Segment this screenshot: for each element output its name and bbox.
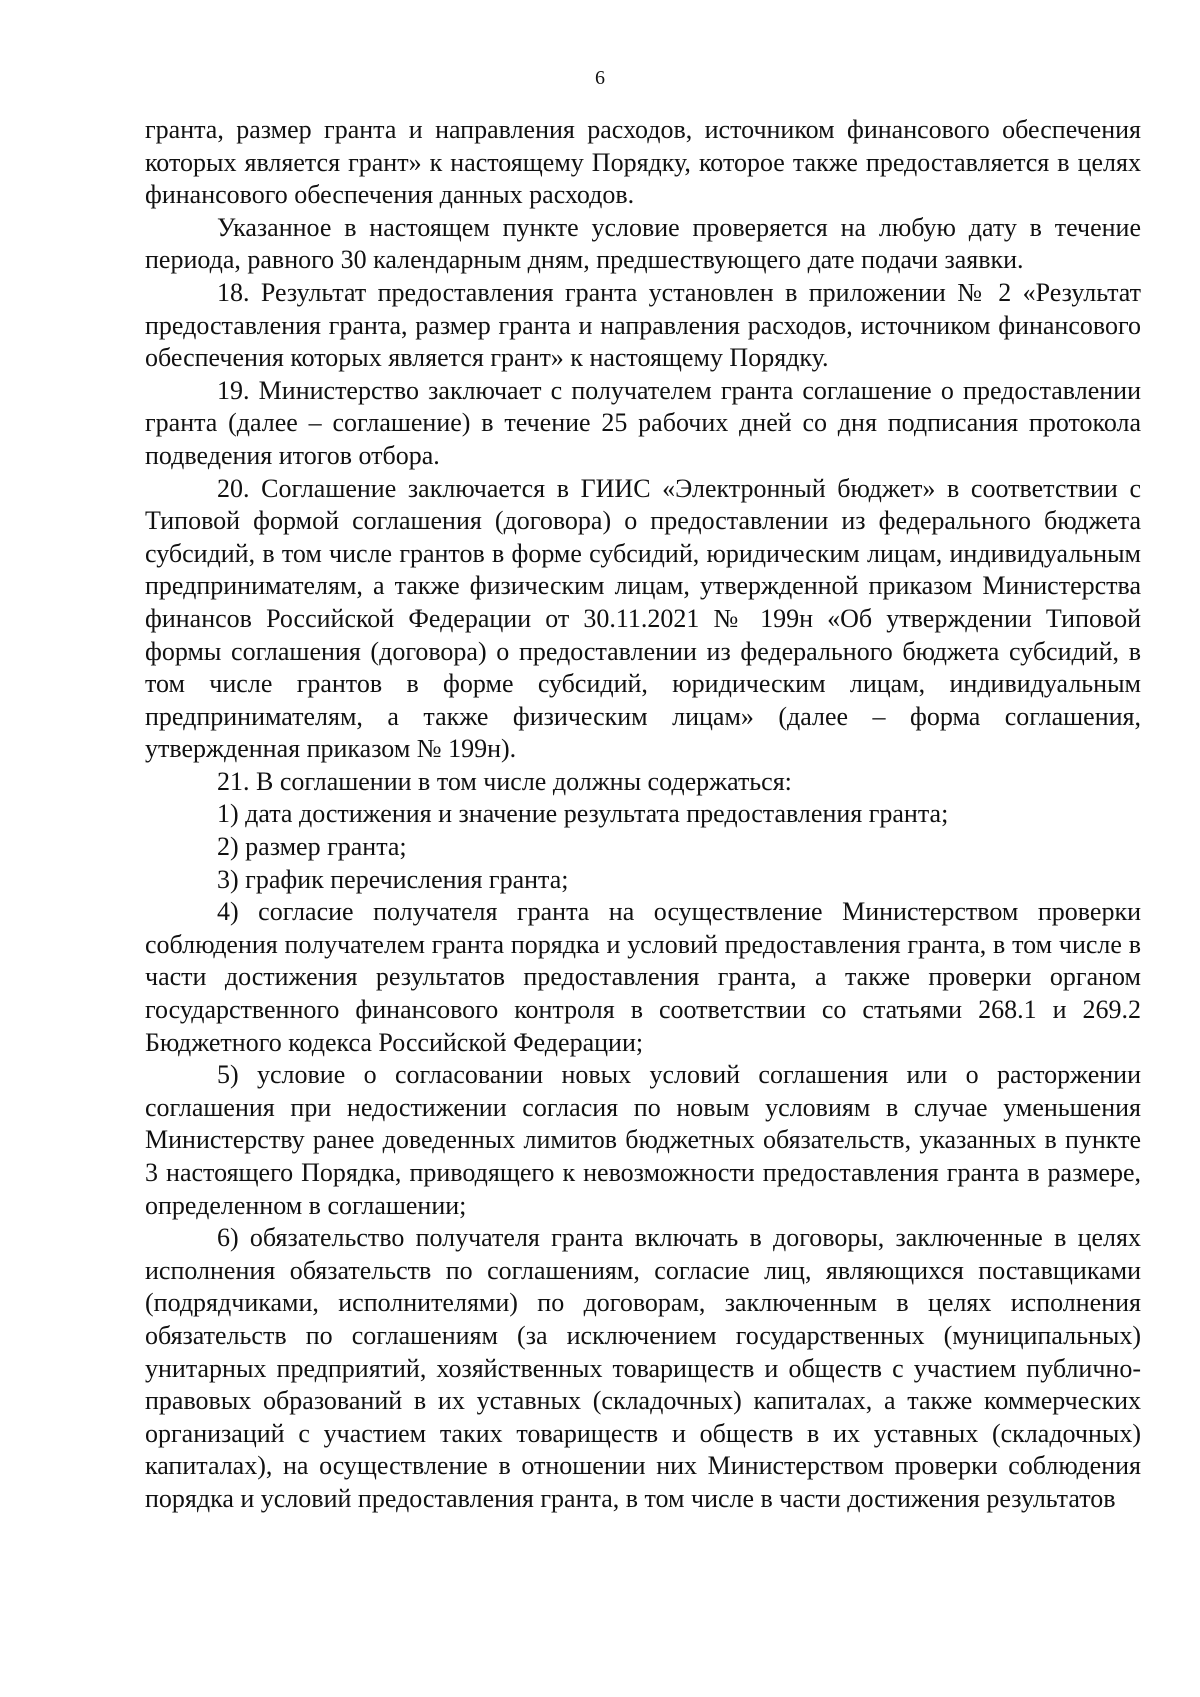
paragraph-item-18: 18. Результат предоставления гранта установлен в приложении № 2 «Результат предоставления гранта, размер гранта и направления расходов, источником финансового обеспечения которых является грант» к настоящему Порядку. [145,277,1141,373]
paragraph-subitem-1: 1) дата достижения и значение результата предоставления гранта; [217,799,949,829]
paragraph-condition-check: Указанное в настоящем пункте условие проверяется на любую дату в течение периода, равного 30 календарным дням, предшествующего дате подачи заявки. [145,212,1141,275]
paragraph-subitem-2: 2) размер гранта; [217,832,407,862]
paragraph-subitem-3: 3) график перечисления гранта; [217,864,569,894]
document-body [145,114,1141,1516]
page-number: 6 [595,67,605,89]
paragraph-subitem-5: 5) условие о согласовании новых условий соглашения или о расторжении соглашения при недостижении согласия по новым условиям в случае уменьшения Министерству ранее доведенных лимитов бюджетных обязательств, указанных в пункте 3 настоящего Порядка, приводящего к невозможности предоставления гранта в размере, определенном в соглашении; [145,1060,1141,1220]
paragraph-item-21: 21. В соглашении в том числе должны содержаться: [217,766,792,796]
paragraph-continuation: гранта, размер гранта и направления расходов, источником финансового обеспечения которых является грант» к настоящему Порядку, которое также предоставляется в целях финансового обеспечения данных расходов. [145,115,1141,210]
paragraph-subitem-4: 4) согласие получателя гранта на осуществление Министерством проверки соблюдения получателем гранта порядка и условий предоставления гранта, в том числе в части достижения результатов предоставления гранта, а также проверки органом государственного финансового контроля в соответствии со статьями 268.1 и 269.2 Бюджетного кодекса Российской Федерации; [145,897,1141,1057]
paragraph-subitem-6: 6) обязательство получателя гранта включать в договоры, заключенные в целях исполнения обязательств по соглашениям, согласие лиц, являющихся поставщиками (подрядчиками, исполнителями) по договорам, заключенным в целях исполнения обязательств по соглашениям (за исключением государственных (муниципальных) унитарных предприятий, хозяйственных товариществ и обществ с участием публично-правовых образований в их уставных (складочных) капиталах, а также коммерческих организаций с участием таких товариществ и обществ в их уставных (складочных) капиталах), на осуществление в отношении них Министерством проверки соблюдения порядка и условий предоставления гранта, в том числе в части достижения результатов [145,1223,1141,1513]
paragraph-item-20: 20. Соглашение заключается в ГИИС «Электронный бюджет» в соответствии с Типовой формой соглашения (договора) о предоставлении из федерального бюджета субсидий, в том числе грантов в форме субсидий, юридическим лицам, индивидуальным предпринимателям, а также физическим лицам, утвержденной приказом Министерства финансов Российской Федерации от 30.11.2021 № 199н «Об утверждении Типовой формы соглашения (договора) о предоставлении из федерального бюджета субсидий, в том числе грантов в форме субсидий, юридическим лицам, индивидуальным предпринимателям, а также физическим лицам» (далее – форма соглашения, утвержденная приказом № 199н). [145,473,1141,764]
paragraph-item-19: 19. Министерство заключает с получателем гранта соглашение о предоставлении гранта (далее – соглашение) в течение 25 рабочих дней со дня подписания протокола подведения итогов отбора. [145,375,1141,470]
